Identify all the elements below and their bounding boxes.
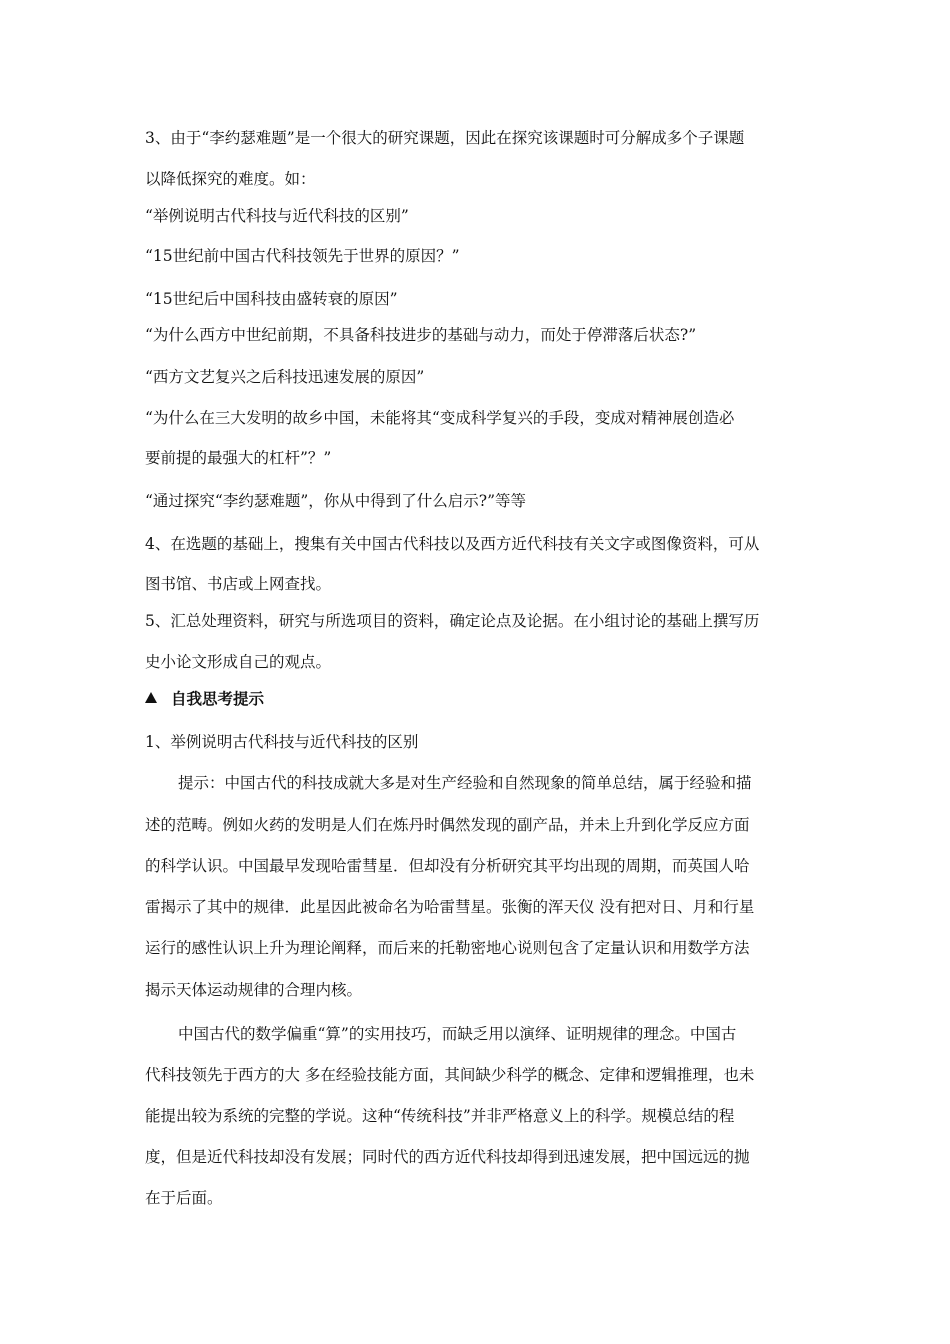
paragraph-2-line-1: 中国古代的数学偏重“算”的实用技巧，而缺乏用以演绎、证明规律的理念。中国古 xyxy=(178,1025,737,1043)
subtopic-3: “15世纪后中国科技由盛转衰的原因” xyxy=(145,290,398,308)
item-5-line-2: 史小论文形成自己的观点。 xyxy=(145,653,332,671)
item-3-line-1: 3、由于“李约瑟难题”是一个很大的研究课题，因此在探究该课题时可分解成多个子课题 xyxy=(145,129,745,147)
paragraph-2-line-4: 度，但是近代科技却没有发展；同时代的西方近代科技却得到迅速发展，把中国远远的抛 xyxy=(145,1148,750,1166)
item-3-line-2: 以降低探究的难度。如： xyxy=(145,170,316,188)
paragraph-1-line-1: 提示：中国古代的科技成就大多是对生产经验和自然现象的简单总结，属于经验和描 xyxy=(178,774,752,792)
question-1: 1、举例说明古代科技与近代科技的区别 xyxy=(145,733,419,751)
subtopic-6-line-2: 要前提的最强大的杠杆”？” xyxy=(145,449,332,467)
item-5-line-1: 5、汇总处理资料，研究与所选项目的资料，确定论点及论据。在小组讨论的基础上撰写历 xyxy=(145,612,760,630)
section-heading xyxy=(145,689,815,709)
paragraph-1-line-2: 述的范畴。例如火药的发明是人们在炼丹时偶然发现的副产品，并未上升到化学反应方面 xyxy=(145,816,750,834)
triangle-bullet-icon xyxy=(145,692,157,703)
paragraph-1-line-6: 揭示天体运动规律的合理内核。 xyxy=(145,981,363,999)
paragraph-2-line-5: 在于后面。 xyxy=(145,1189,223,1207)
subtopic-2: “15世纪前中国古代科技领先于世界的原因？” xyxy=(145,247,460,265)
subtopic-7: “通过探究“李约瑟难题”，你从中得到了什么启示?”等等 xyxy=(145,492,527,510)
paragraph-1-line-4: 雷揭示了其中的规律．此星因此被命名为哈雷彗星。张衡的浑天仪 没有把对日、月和行星 xyxy=(145,898,755,916)
paragraph-2-line-2: 代科技领先于西方的大 多在经验技能方面，其间缺少科学的概念、定律和逻辑推理，也未 xyxy=(145,1066,755,1084)
paragraph-1-line-3: 的科学认识。中国最早发现哈雷彗星．但却没有分析研究其平均出现的周期，而英国人哈 xyxy=(145,857,750,875)
paragraph-2-line-3: 能提出较为系统的完整的学说。这种“传统科技”并非严格意义上的科学。规模总结的程 xyxy=(145,1107,735,1125)
item-4-line-2: 图书馆、书店或上网查找。 xyxy=(145,575,332,593)
subtopic-1: “举例说明古代科技与近代科技的区别” xyxy=(145,207,409,225)
item-4-line-1: 4、在选题的基础上，搜集有关中国古代科技以及西方近代科技有关文字或图像资料，可从 xyxy=(145,535,760,553)
subtopic-4: “为什么西方中世纪前期，不具备科技进步的基础与动力，而处于停滞落后状态?” xyxy=(145,326,697,344)
section-heading-text: 自我思考提示 xyxy=(171,690,265,708)
subtopic-5: “西方文艺复兴之后科技迅速发展的原因” xyxy=(145,368,425,386)
subtopic-6-line-1: “为什么在三大发明的故乡中国，未能将其“变成科学复兴的手段，变成对精神展创造必 xyxy=(145,409,735,427)
paragraph-1-line-5: 运行的感性认识上升为理论阐释，而后来的托勒密地心说则包含了定量认识和用数学方法 xyxy=(145,939,750,957)
